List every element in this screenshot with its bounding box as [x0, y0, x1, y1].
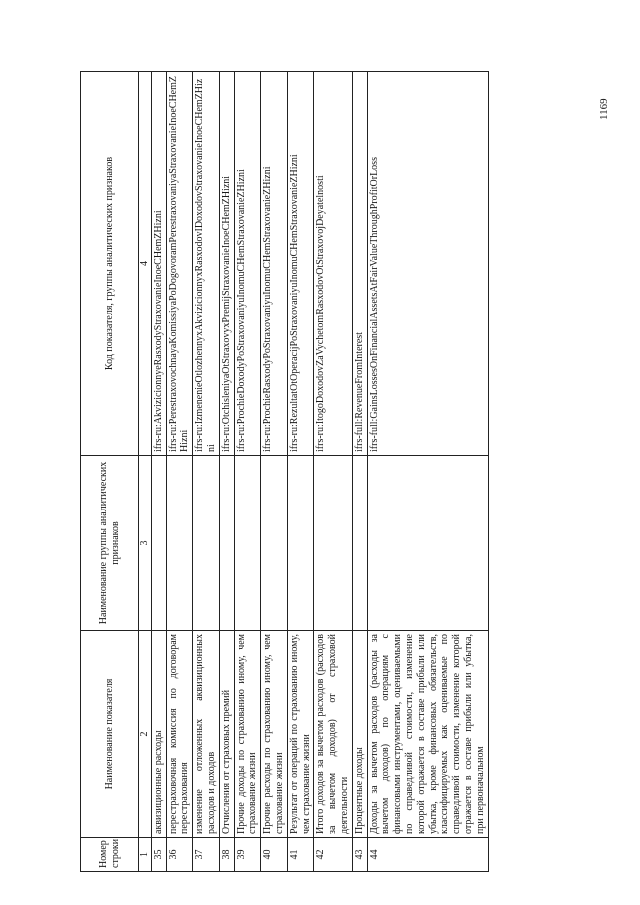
column-number: 2 [139, 631, 152, 838]
header-group-name: Наименование группы аналитических признаков [81, 456, 139, 631]
row-number: 42 [314, 838, 352, 872]
indicator-name: Доходы за вычетом расходов (расходы за вычетом доходов) по операциям с финансовыми инструментами, оцениваемыми по справедливой стоимости, изменение которой отражается в составе прибыли или убытка, кроме финансовых обязательств, классифицируемых как оцениваемые по справедливой стоимости, изменение которой отражается в составе прибыли или убытка, при первоначальном [367, 631, 488, 838]
rotated-page-content [80, 72, 489, 872]
table-row [166, 72, 193, 872]
row-number: 43 [352, 838, 367, 872]
indicator-code: ifrs-ru:ProchieDoxodyPoStraxovaniyuInomuCHemStraxovanieZHizni [234, 72, 261, 456]
row-number: 37 [193, 838, 220, 872]
table-row [151, 72, 166, 872]
table-row [367, 72, 488, 872]
indicator-name: изменение отложенных аквизиционных расходов и доходов [193, 631, 220, 838]
group-name [151, 456, 166, 631]
indicator-table [80, 71, 489, 872]
indicator-name: Итого доходов за вычетом расходов (расходов за вычетом доходов) от страховой деятельности [314, 631, 352, 838]
indicator-name: Прочие расходы по страхованию иному, чем страхование жизни [261, 631, 288, 838]
row-number: 41 [287, 838, 314, 872]
header-indicator-code: Код показателя, группы аналитических признаков [81, 72, 139, 456]
indicator-name: перестраховочная комиссия по договорам перестрахования [166, 631, 193, 838]
indicator-code: ifrs-ru:IzmenenieOtlozhennyxAkvizicionnyxRasxodovIDoxodovStraxovanieInoeCHemZHizni [193, 72, 220, 456]
indicator-name: аквизиционные расходы [151, 631, 166, 838]
indicator-code: ifrs-ru:OtchisleniyaOtStraxovyxPremijStraxovanieInoeCHemZHizni [219, 72, 234, 456]
row-number: 38 [219, 838, 234, 872]
page-number: 1169 [598, 98, 610, 120]
indicator-code: ifrs-ru:PerestraxovochnayaKomissiyaPoDogovoramPerestraxovaniyaStraxovanieInoeCHemZHizni [166, 72, 193, 456]
table-row [314, 72, 352, 872]
column-number: 3 [139, 456, 152, 631]
header-row-number: Номер строки [81, 838, 139, 872]
indicator-code: ifrs-ru:ItogoDoxodovZaVychetomRasxodovOtStraxovojDeyatelnosti [314, 72, 352, 456]
group-name [219, 456, 234, 631]
column-number: 4 [139, 72, 152, 456]
table-row [287, 72, 314, 872]
row-number: 36 [166, 838, 193, 872]
group-name [367, 456, 488, 631]
indicator-code: ifrs-ru:RezultatOtOperacijPoStraxovaniyuInomuCHemStraxovanieZHizni [287, 72, 314, 456]
row-number: 44 [367, 838, 488, 872]
group-name [352, 456, 367, 631]
column-number: 1 [139, 838, 152, 872]
group-name [234, 456, 261, 631]
indicator-name: Результат от операций по страхованию иному, чем страхование жизни [287, 631, 314, 838]
group-name [193, 456, 220, 631]
indicator-code: ifrs-ru:AkvizicionnyeRasxodyStraxovanieInoeCHemZHizni [151, 72, 166, 456]
table-row [193, 72, 220, 872]
row-number: 40 [261, 838, 288, 872]
group-name [166, 456, 193, 631]
indicator-code: ifrs-full:RevenueFromInterest [352, 72, 367, 456]
table-row [219, 72, 234, 872]
indicator-name: Прочие доходы по страхованию иному, чем страхование жизни [234, 631, 261, 838]
indicator-name: Процентные доходы [352, 631, 367, 838]
group-name [314, 456, 352, 631]
group-name [261, 456, 288, 631]
indicator-name: Отчисления от страховых премий [219, 631, 234, 838]
row-number: 39 [234, 838, 261, 872]
indicator-code: ifrs-full:GainsLossesOnFinancialAssetsAtFairValueThroughProfitOrLoss [367, 72, 488, 456]
group-name [287, 456, 314, 631]
row-number: 35 [151, 838, 166, 872]
indicator-code: ifrs-ru:ProchieRasxodyPoStraxovaniyuInomuCHemStraxovanieZHizni [261, 72, 288, 456]
table-row [352, 72, 367, 872]
table-row [261, 72, 288, 872]
header-indicator-name: Наименование показателя [81, 631, 139, 838]
table-row [234, 72, 261, 872]
